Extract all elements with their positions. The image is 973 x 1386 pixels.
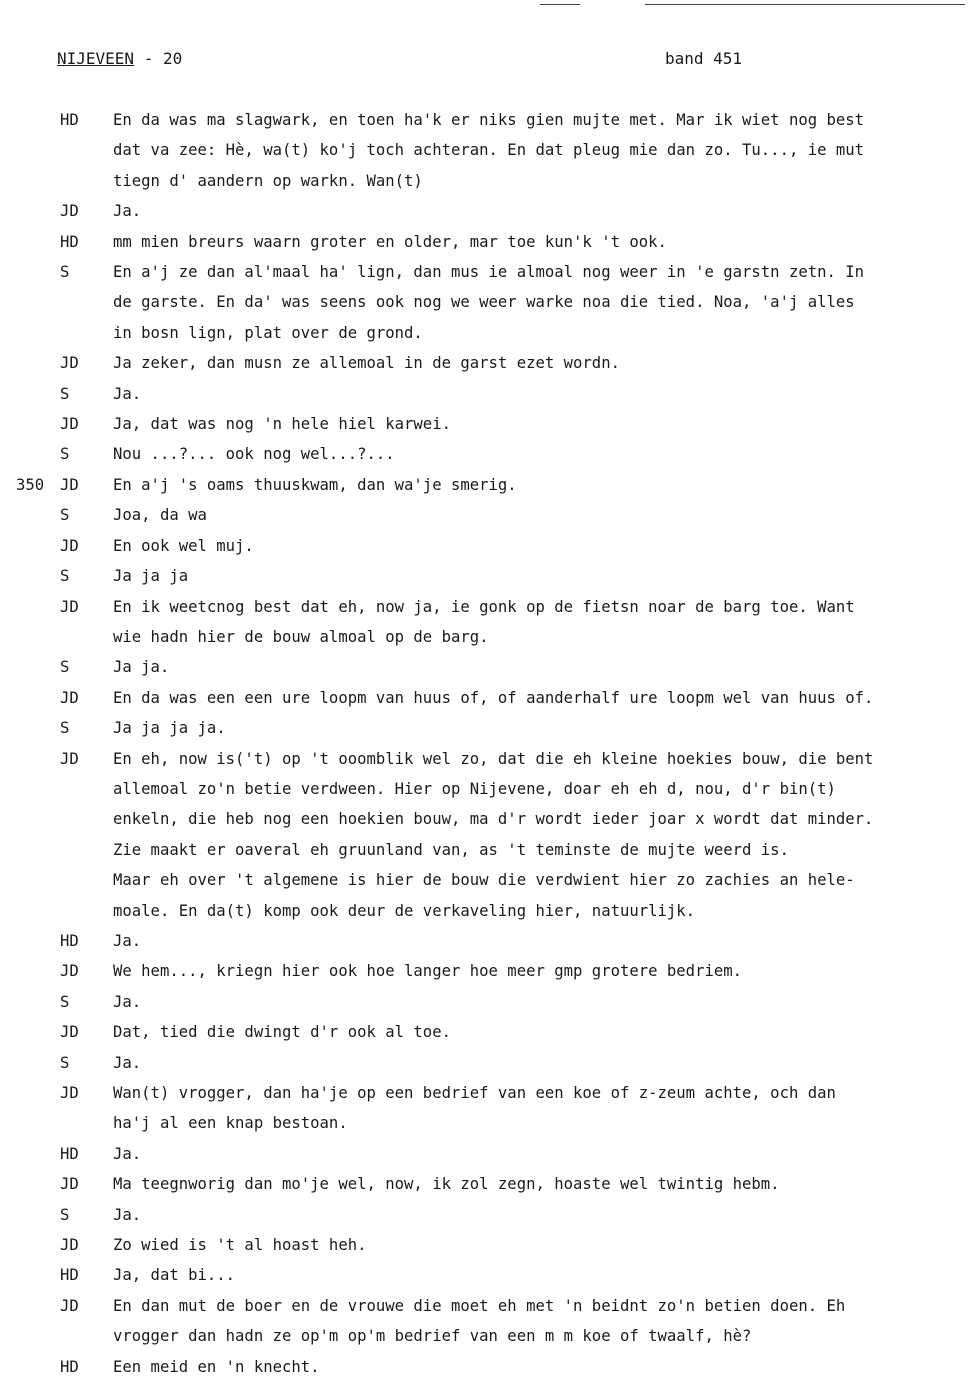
speaker-label: JD (60, 1296, 79, 1315)
speech-line: Ja ja ja ja. (113, 719, 226, 738)
transcript-entry (0, 1048, 973, 1078)
speech-line: Ja, dat bi... (113, 1266, 236, 1285)
transcript-entry (0, 409, 973, 439)
speech-text (113, 592, 971, 653)
speech-text (113, 1200, 971, 1230)
transcript-entry (0, 652, 973, 682)
speech-text (113, 500, 971, 530)
header-band: band 451 (665, 49, 743, 68)
transcript-entry (0, 683, 973, 713)
speech-line: En eh, now is('t) op 't ooomblik wel zo, dat die eh kleine hoekies bouw, die bent (113, 749, 874, 768)
speech-line: Ja zeker, dan musn ze allemoal in de garst ezet wordn. (113, 354, 620, 373)
transcript-entry (0, 592, 973, 653)
transcript-entry (0, 561, 973, 591)
speech-text (113, 379, 971, 409)
speech-text (113, 987, 971, 1017)
speech-line: En da was een een ure loopm van huus of, of aanderhalf ure loopm wel van huus of. (113, 688, 874, 707)
speaker-label: JD (60, 749, 79, 768)
speech-line: Ja. (113, 992, 142, 1011)
speaker-label: HD (60, 1266, 79, 1285)
speech-line: Zo wied is 't al hoast heh. (113, 1236, 367, 1255)
speech-line: We hem..., kriegn hier ook hoe langer hoe meer gmp grotere bedriem. (113, 962, 743, 981)
transcript-entry (0, 1078, 973, 1139)
transcript-entry (0, 1352, 973, 1382)
speech-line: Ja ja. (113, 658, 170, 677)
transcript-entry (0, 227, 973, 257)
speaker-label: S (60, 445, 70, 464)
speech-text (113, 531, 971, 561)
speech-line: dat va zee: Hè, wa(t) ko'j toch achteran. En dat pleug mie dan zo. Tu..., ie mut (113, 141, 865, 160)
speech-text (113, 1260, 971, 1290)
speech-line: moale. En da(t) komp ook deur de verkaveling hier, natuurlijk. (113, 901, 696, 920)
speech-line: de garste. En da' was seens ook nog we weer warke noa die tied. Noa, 'a'j alles (113, 293, 855, 312)
transcript-entry (0, 439, 973, 469)
speaker-label: JD (60, 688, 79, 707)
header-location (57, 47, 182, 71)
speech-line: mm mien breurs waarn groter en older, mar toe kun'k 't ook. (113, 232, 667, 251)
speaker-label: S (60, 1053, 70, 1072)
transcript-entry (0, 379, 973, 409)
speech-line: En a'j 's oams thuuskwam, dan wa'je smerig. (113, 475, 517, 494)
speaker-label: JD (60, 202, 79, 221)
speech-line: tiegn d' aandern op warkn. Wan(t) (113, 171, 423, 190)
speech-text (113, 470, 971, 500)
header-place: NIJEVEEN (57, 49, 135, 68)
transcript-entry (0, 1139, 973, 1169)
speaker-label: HD (60, 1144, 79, 1163)
speech-text (113, 227, 971, 257)
speech-line: ha'j al een knap bestoan. (113, 1114, 348, 1133)
transcript-entry (0, 1291, 973, 1352)
speech-text (113, 1291, 971, 1352)
speaker-label: S (60, 384, 70, 403)
speech-text (113, 409, 971, 439)
speech-line: Wan(t) vrogger, dan ha'je op een bedrief van een koe of z-zeum achte, och dan (113, 1084, 836, 1102)
speaker-label: JD (60, 597, 79, 616)
speaker-label: HD (60, 232, 79, 251)
transcript-entry (0, 105, 973, 196)
speech-text (113, 196, 971, 226)
speaker-label: HD (60, 931, 79, 950)
speech-line: En ook wel muj. (113, 536, 254, 555)
speech-line: Een meid en 'n knecht. (113, 1357, 320, 1376)
transcript-entry (0, 926, 973, 956)
transcript-entry (0, 348, 973, 378)
speaker-label: S (60, 992, 70, 1011)
speech-line: in bosn lign, plat over de grond. (113, 323, 423, 342)
speech-text (113, 713, 971, 743)
speaker-label: HD (60, 111, 79, 129)
speech-text (113, 1352, 971, 1382)
speech-text (113, 1017, 971, 1047)
speaker-label: JD (60, 1023, 79, 1042)
transcript-entry (0, 500, 973, 530)
speaker-label: JD (60, 962, 79, 981)
speech-line: Joa, da wa (113, 506, 207, 525)
speaker-label: S (60, 658, 70, 677)
speech-line: Maar eh over 't algemene is hier de bouw die verdwient hier zo zachies an hele- (113, 871, 855, 890)
transcript-entry (0, 1260, 973, 1290)
speech-line: Ja. (113, 1053, 142, 1072)
speech-line: Ja. (113, 931, 142, 950)
speech-text (113, 105, 971, 196)
speaker-label: JD (60, 1084, 79, 1102)
transcript-entry (0, 1200, 973, 1230)
speech-line: Ja, dat was nog 'n hele hiel karwei. (113, 415, 451, 434)
speaker-label: S (60, 506, 70, 525)
speech-text (113, 1048, 971, 1078)
speech-line: Ma teegnworig dan mo'je wel, now, ik zol zegn, hoaste wel twintig hebm. (113, 1175, 780, 1194)
transcript-entry (0, 1230, 973, 1260)
speech-text (113, 926, 971, 956)
transcript-entry (0, 196, 973, 226)
transcript-entry (0, 470, 973, 500)
speaker-label: S (60, 567, 70, 586)
speaker-label: JD (60, 1175, 79, 1194)
transcript-entry (0, 713, 973, 743)
speech-line: Ja. (113, 1205, 142, 1224)
speech-line: Ja. (113, 1144, 142, 1163)
speech-text (113, 652, 971, 682)
page-top-rule-long (645, 4, 965, 5)
speech-line: vrogger dan hadn ze op'm op'm bedrief van een m m koe of twaalf, hè? (113, 1327, 752, 1346)
transcript (0, 105, 973, 1382)
speech-text (113, 257, 971, 348)
speaker-label: S (60, 263, 70, 282)
speech-text (113, 1139, 971, 1169)
speech-line: Ja ja ja (113, 567, 189, 586)
speaker-label: JD (60, 354, 79, 373)
page-top-rule-short (540, 4, 580, 5)
transcript-entry (0, 257, 973, 348)
speech-line: En a'j ze dan al'maal ha' lign, dan mus ie almoal nog weer in 'e garstn zetn. In (113, 263, 865, 282)
speech-line: Ja. (113, 384, 142, 403)
speech-text (113, 439, 971, 469)
speech-line: Dat, tied die dwingt d'r ook al toe. (113, 1023, 451, 1042)
speech-line: wie hadn hier de bouw almoal op de barg. (113, 627, 489, 646)
speaker-label: JD (60, 415, 79, 434)
header-page-number: - 20 (143, 49, 183, 68)
speech-line: En dan mut de boer en de vrouwe die moet eh met 'n beidnt zo'n betien doen. Eh (113, 1296, 846, 1315)
speech-line: Ja. (113, 202, 142, 221)
speech-line: En da was ma slagwark, en toen ha'k er niks gien mujte met. Mar ik wiet nog best (113, 111, 865, 129)
transcript-entry (0, 987, 973, 1017)
transcript-entry (0, 744, 973, 926)
speaker-label: JD (60, 475, 79, 494)
speech-text (113, 1078, 971, 1139)
speaker-label: JD (60, 1236, 79, 1255)
line-number: 350 (16, 475, 45, 494)
speech-text (113, 744, 971, 926)
speech-line: Nou ...?... ook nog wel...?... (113, 445, 395, 464)
speaker-label: HD (60, 1357, 79, 1376)
transcript-entry (0, 1169, 973, 1199)
speech-line: Zie maakt er oaveral eh gruunland van, as 't teminste de mujte weerd is. (113, 840, 789, 859)
speech-text (113, 348, 971, 378)
transcript-entry (0, 956, 973, 986)
speech-line: En ik weetcnog best dat eh, now ja, ie gonk op de fietsn noar de barg toe. Want (113, 597, 855, 616)
speaker-label: S (60, 1205, 70, 1224)
speech-text (113, 956, 971, 986)
speech-text (113, 683, 971, 713)
speaker-label: JD (60, 536, 79, 555)
page-header (57, 47, 757, 71)
speech-line: enkeln, die heb nog een hoekien bouw, ma d'r wordt ieder joar x wordt dat minder. (113, 810, 874, 829)
speech-text (113, 1169, 971, 1199)
speaker-label: S (60, 719, 70, 738)
transcript-entry (0, 531, 973, 561)
speech-line: allemoal zo'n betie verdween. Hier op Nijevene, doar eh eh d, nou, d'r bin(t) (113, 779, 836, 798)
transcript-entry (0, 1017, 973, 1047)
speech-text (113, 561, 971, 591)
speech-text (113, 1230, 971, 1260)
